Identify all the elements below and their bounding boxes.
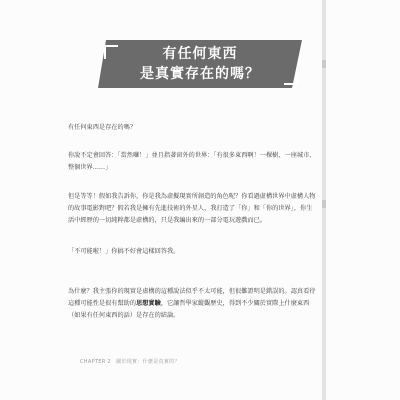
edge-tab <box>322 200 326 208</box>
edge-tab <box>322 60 326 68</box>
paragraph-4: 「不可能啦！」你搞不好會這樣回答我。 <box>68 248 180 255</box>
highlighted-term: 思想實驗 <box>136 300 161 307</box>
paragraph-5 <box>68 286 316 322</box>
section-title <box>112 44 288 84</box>
section-title-line-1: 有任何東西 <box>162 46 238 62</box>
paragraph-1: 有任何東西是存在的嗎？ <box>68 124 137 131</box>
paragraph-2: 你說不定會回答：「當然囉！」並且指著窗外的世界：「有很多東西啊！一棵樹、一座城市、整個世界……」 <box>68 152 316 171</box>
section-title-line-2: 是真實存在的嗎？ <box>140 66 260 82</box>
running-footer: CHAPTER 2 關於現實：什麼是真實的？ <box>80 359 180 365</box>
paragraph-5-text-end: ，它讓哲學家縱觀歷史，得到不少關於實際上什麼東西（如果有任何東西的話）是存在的結論。 <box>68 300 310 319</box>
paragraph-5-text-start: 為什麼？我主張你的現實是虛構的這種說法似乎不太可能，但很難證明是錯誤的。認真看待這種可能性是很有幫助的 <box>68 288 316 307</box>
paragraph-3: 但是等等！假如我告訴你，你是我為虛擬現實所創造的角色呢？你看過虛構世界中虛構人物的故事電影對吧？假若我是擁有先進技術的外星人，我打造了「你」和「你的世界」，你生活中經歷的一切純粹都是虛構的，只是我編出來的一部分電玩遊戲而已。 <box>68 193 316 224</box>
page-edge-strip <box>322 0 326 400</box>
